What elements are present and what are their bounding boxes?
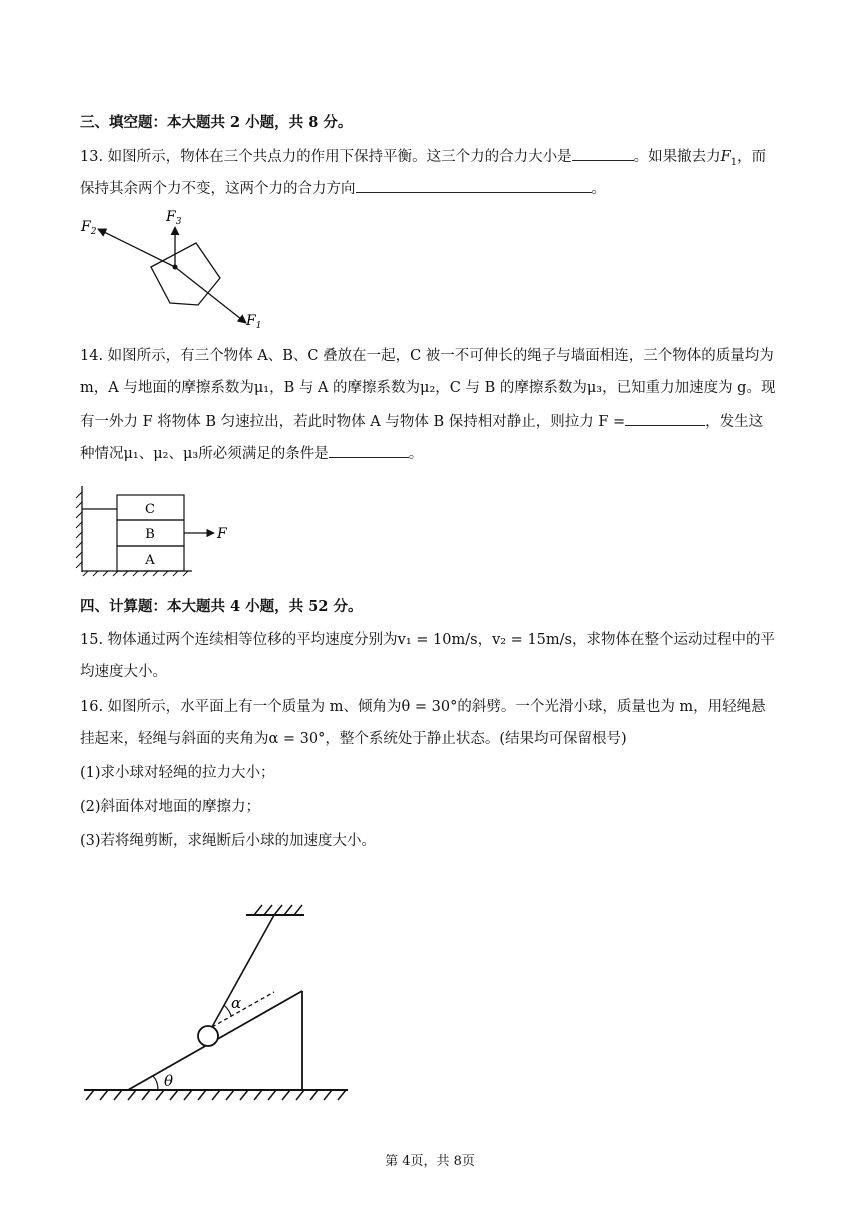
ball <box>198 1026 218 1046</box>
ground-hatching <box>86 1090 346 1100</box>
q13-answer-blank-2[interactable] <box>356 178 592 193</box>
label-f2-sub: 2 <box>90 227 97 237</box>
force-f-label: F <box>217 526 227 542</box>
q13-text-d: 保持其余两个力不变，这两个力的合力方向 <box>80 181 356 197</box>
concurrent-point <box>173 265 178 270</box>
wall-hatching <box>76 492 82 568</box>
q16-line-2: 挂起来，轻绳与斜面的夹角为α = 30°，整个系统处于静止状态。(结果均可保留根号) <box>80 731 627 747</box>
page-footer: 第 4页，共 8页 <box>385 1154 475 1169</box>
q14-text-d: 。 <box>408 446 424 462</box>
svg-text:F3 <box>165 209 182 227</box>
q16-line-1: 16. 如图所示，水平面上有一个质量为 m、倾角为θ = 30°的斜劈。一个光滑小球，质量也为 m，用轻绳悬 <box>80 699 766 715</box>
section-heading-fill-blank: 三、填空题：本大题共 2 小题，共 8 分。 <box>80 114 353 131</box>
q15-line-1: 15. 物体通过两个连续相等位移的平均速度分别为v₁ = 10m/s，v₂ = 15m/s，求物体在整个运动过程中的平 <box>80 632 775 648</box>
block-a-label: A <box>145 553 155 568</box>
q14-answer-blank-2[interactable] <box>329 443 409 458</box>
q13-text-e: 。 <box>591 181 606 197</box>
q14-line-1: 14. 如图所示，有三个物体 A、B、C 叠放在一起，C 被一不可伸长的绳子与墙面相连，三个物体的质量均为 <box>80 348 774 364</box>
q14-answer-blank-1[interactable] <box>625 411 705 426</box>
ground-hatching <box>83 571 188 576</box>
q15-line-2: 均速度大小。 <box>80 664 167 680</box>
q14-line-2: m，A 与地面的摩擦系数为μ₁，B 与 A 的摩擦系数为μ₂，C 与 B 的摩擦系数为μ₃，已知重力加速度为 g。现 <box>80 380 776 396</box>
q13-text-c: ，而 <box>737 149 767 165</box>
q13-line-1 <box>80 146 766 173</box>
q14-line-4 <box>80 443 423 464</box>
q16-subquestion-3: (3)若将绳剪断，求绳断后小球的加速度大小。 <box>80 833 377 849</box>
q16-subquestion-1: (1)求小球对轻绳的拉力大小； <box>80 765 275 781</box>
q14-text-a: 有一外力 F 将物体 B 匀速拉出，若此时物体 A 与物体 B 保持相对静止，则拉力 F = <box>80 414 626 430</box>
q14-text-b: ，发生这 <box>705 414 764 430</box>
label-f3: F <box>166 209 176 225</box>
alpha-arc <box>224 1005 231 1016</box>
q14-text-c: 种情况μ₁、μ₂、μ₃所必须满足的条件是 <box>80 446 329 462</box>
label-f1-sub: 1 <box>255 321 262 331</box>
q13-answer-blank-1[interactable] <box>572 146 634 161</box>
label-f3-sub: 3 <box>175 217 182 227</box>
q13-text-a: 13. 如图所示，物体在三个共点力的作用下保持平衡。这三个力的合力大小是 <box>80 149 572 165</box>
q13-force-diagram <box>78 205 268 335</box>
q13-var-f1: F <box>720 149 731 165</box>
q13-text-b: 。如果撤去力 <box>633 149 721 165</box>
theta-label: θ <box>164 1072 174 1090</box>
label-f2: F <box>81 219 91 235</box>
block-c-label: C <box>145 502 155 517</box>
theta-arc <box>153 1076 158 1090</box>
q16-subquestion-2: (2)斜面体对地面的摩擦力； <box>80 799 261 815</box>
force-f1-arrow <box>175 267 246 323</box>
alpha-label: α <box>231 994 242 1012</box>
block-b-label: B <box>145 527 155 542</box>
object-polygon <box>151 243 220 305</box>
force-f2-arrow <box>98 229 175 267</box>
q13-var-f1-sub: 1 <box>730 156 738 168</box>
q14-stacked-blocks-diagram <box>70 482 240 577</box>
q14-line-3 <box>80 411 763 432</box>
label-f1: F <box>246 313 256 329</box>
section-heading-calculation: 四、计算题：本大题共 4 小题，共 52 分。 <box>80 598 363 615</box>
ceiling-hatching <box>254 905 302 915</box>
svg-text:F1 <box>245 313 261 331</box>
svg-text:F2 <box>80 219 97 237</box>
q16-incline-diagram <box>78 895 358 1110</box>
q13-line-2 <box>80 178 606 199</box>
